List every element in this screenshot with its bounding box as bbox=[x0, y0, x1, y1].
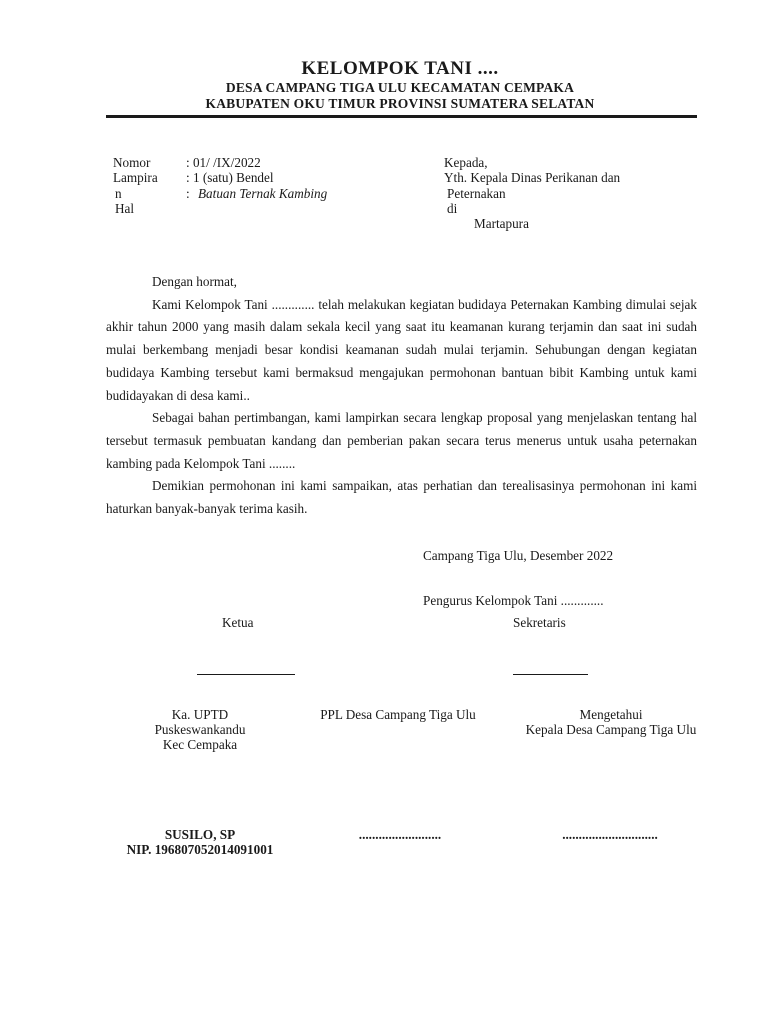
ketua-signature-line bbox=[197, 674, 295, 675]
kades-name: ............................. bbox=[562, 827, 658, 842]
hal-colon: : bbox=[186, 186, 190, 201]
uptd-unit: Puskeswankandu bbox=[154, 722, 246, 737]
pengurus: Pengurus Kelompok Tani ............. bbox=[423, 593, 604, 608]
uptd-block bbox=[120, 707, 280, 752]
ppl-title: PPL Desa Campang Tiga Ulu bbox=[320, 707, 476, 722]
lampiran-value: : 1 (satu) Bendel bbox=[186, 170, 274, 185]
letterhead bbox=[100, 58, 700, 112]
uptd-name: SUSILO, SP bbox=[164, 827, 236, 842]
group-title: KELOMPOK TANI .... bbox=[301, 58, 499, 79]
paragraph-1: Kami Kelompok Tani ............. telah melakukan kegiatan budidaya Peternakan Kambing dimulai sejak akhir tahun 2000 yang masih dalam sekala kecil yang saat itu keamanan kurang terjamin dan saat ini sudah mulai berkembang menjadi besar kondisi keamanan sudah mulai terjamin. Sehubungan dengan kegiatan budidaya Kambing tersebut kami bermaksud mengajukan permohonan bantuan bibit Kambing untuk kami budidayakan di desa kami.. bbox=[106, 296, 697, 403]
lampiran-label-wrap: n bbox=[115, 186, 122, 201]
uptd-nip: NIP. 196807052014091001 bbox=[126, 842, 274, 857]
lampiran-label: Lampira bbox=[113, 170, 158, 185]
sekretaris-label: Sekretaris bbox=[513, 615, 566, 630]
ketua-label: Ketua bbox=[222, 615, 254, 630]
greeting: Dengan hormat, bbox=[152, 274, 237, 289]
mengetahui: Mengetahui bbox=[579, 707, 643, 722]
nomor-label: Nomor bbox=[113, 155, 151, 170]
hal-value: Batuan Ternak Kambing bbox=[198, 186, 328, 201]
paragraph-2: Sebagai bahan pertimbangan, kami lampirkan secara lengkap proposal yang menjelaskan tentang hal tersebut termasuk pembuatan kandang dan pemberian pakan secara terus menerus untuk usaha peternakan kambing pada Kelompok Tani ........ bbox=[106, 410, 697, 471]
kades-title: Kepala Desa Campang Tiga Ulu bbox=[525, 722, 697, 737]
kepada: Kepada, bbox=[444, 155, 488, 170]
village-line: DESA CAMPANG TIGA ULU KECAMATAN CEMPAKA bbox=[225, 80, 575, 95]
recipient-place: Martapura bbox=[474, 216, 529, 231]
ppl-block bbox=[300, 707, 496, 722]
recipient-di: di bbox=[447, 201, 458, 216]
nomor-value: : 01/ /IX/2022 bbox=[186, 155, 261, 170]
place-date: Campang Tiga Ulu, Desember 2022 bbox=[423, 548, 614, 563]
sekretaris-signature-line bbox=[513, 674, 588, 675]
uptd-district: Kec Cempaka bbox=[162, 737, 238, 752]
recipient-line2: Peternakan bbox=[447, 186, 506, 201]
uptd-signatory bbox=[100, 827, 300, 857]
paragraph-3: Demikian permohonan ini kami sampaikan, atas perhatian dan terealisasinya permohonan ini kami haturkan banyak-banyak terima kasih. bbox=[106, 478, 697, 517]
hal-label: Hal bbox=[115, 201, 135, 216]
ppl-name: ......................... bbox=[358, 827, 442, 842]
uptd-title: Ka. UPTD bbox=[171, 707, 229, 722]
regency-line: KABUPATEN OKU TIMUR PROVINSI SUMATERA SELATAN bbox=[205, 96, 595, 111]
letterhead-divider bbox=[106, 115, 697, 118]
letter-body bbox=[106, 271, 697, 521]
kades-block bbox=[505, 707, 717, 737]
recipient-line1: Yth. Kepala Dinas Perikanan dan bbox=[444, 170, 621, 185]
